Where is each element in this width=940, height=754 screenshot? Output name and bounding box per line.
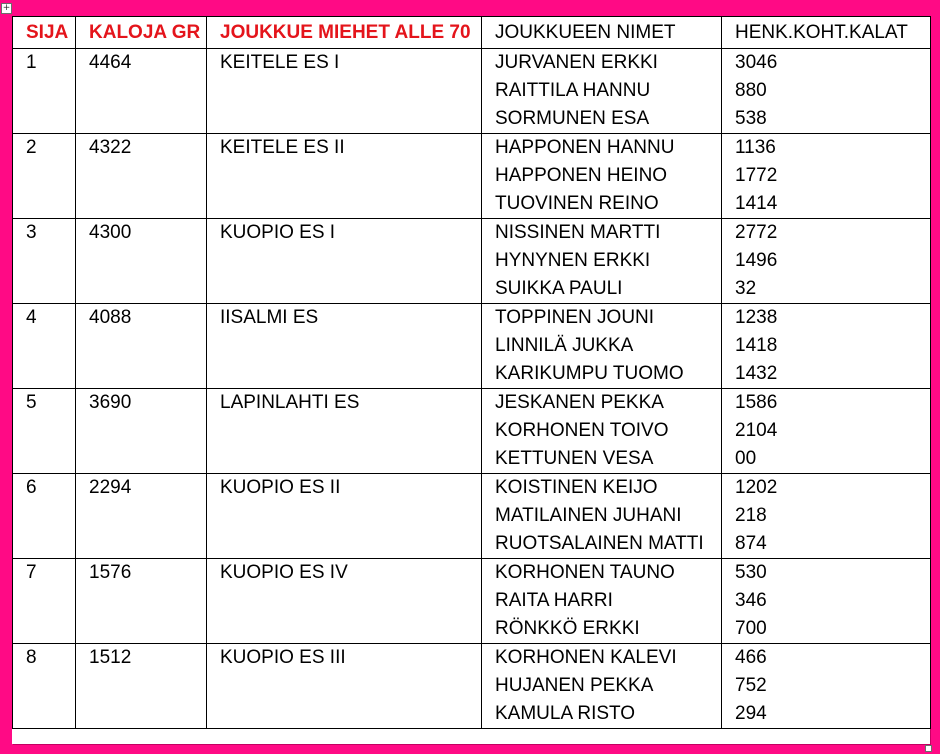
table-row (13, 417, 931, 445)
cell-member-name: HAPPONEN HANNU (482, 134, 722, 163)
cell-rank (13, 275, 76, 304)
cell-member-name: HUJANEN PEKKA (482, 672, 722, 700)
cell-team (207, 530, 482, 559)
cell-member-fish: 2772 (722, 219, 931, 248)
table-row (13, 190, 931, 219)
cell-member-name: SUIKKA PAULI (482, 275, 722, 304)
cell-member-fish: 700 (722, 615, 931, 644)
cell-rank (13, 502, 76, 530)
cell-member-fish: 1414 (722, 190, 931, 219)
cell-grams (76, 275, 207, 304)
cell-member-name: TOPPINEN JOUNI (482, 304, 722, 333)
cell-grams: 2294 (76, 474, 207, 503)
cell-rank (13, 672, 76, 700)
table-resize-handle-icon[interactable] (925, 745, 932, 752)
cell-team (207, 332, 482, 360)
cell-member-fish: 218 (722, 502, 931, 530)
cell-team (207, 615, 482, 644)
cell-team (207, 360, 482, 389)
cell-rank: 4 (13, 304, 76, 333)
table-row (13, 530, 931, 559)
cell-rank (13, 700, 76, 729)
table-row (13, 275, 931, 304)
cell-team (207, 105, 482, 134)
cell-rank (13, 190, 76, 219)
cell-team (207, 77, 482, 105)
cell-member-name: SORMUNEN ESA (482, 105, 722, 134)
cell-grams: 4088 (76, 304, 207, 333)
cell-rank: 8 (13, 644, 76, 673)
cell-member-name: KORHONEN KALEVI (482, 644, 722, 673)
cell-member-name: KOISTINEN KEIJO (482, 474, 722, 503)
table-row (13, 105, 931, 134)
cell-team (207, 190, 482, 219)
cell-member-name: KAMULA RISTO (482, 700, 722, 729)
cell-rank: 3 (13, 219, 76, 248)
header-grams: KALOJA GR (76, 17, 207, 49)
cell-member-name: KORHONEN TAUNO (482, 559, 722, 588)
table-row (13, 304, 931, 333)
cell-rank (13, 332, 76, 360)
cell-member-name: JESKANEN PEKKA (482, 389, 722, 418)
table-row (13, 474, 931, 503)
cell-grams (76, 332, 207, 360)
table-row (13, 389, 931, 418)
cell-member-name: MATILAINEN JUHANI (482, 502, 722, 530)
cell-member-fish: 3046 (722, 49, 931, 78)
cell-grams (76, 672, 207, 700)
cell-grams: 3690 (76, 389, 207, 418)
cell-rank (13, 247, 76, 275)
table-row (13, 49, 931, 78)
table-row (13, 134, 931, 163)
cell-member-fish: 294 (722, 700, 931, 729)
cell-member-fish: 00 (722, 445, 931, 474)
cell-team (207, 417, 482, 445)
cell-member-fish: 752 (722, 672, 931, 700)
cell-rank (13, 360, 76, 389)
table-row (13, 162, 931, 190)
cell-team (207, 700, 482, 729)
cell-team (207, 275, 482, 304)
cell-rank: 5 (13, 389, 76, 418)
cell-member-name: TUOVINEN REINO (482, 190, 722, 219)
cell-rank (13, 105, 76, 134)
cell-rank: 2 (13, 134, 76, 163)
cell-member-fish: 346 (722, 587, 931, 615)
cell-member-name: KARIKUMPU TUOMO (482, 360, 722, 389)
cell-rank: 6 (13, 474, 76, 503)
table-row (13, 247, 931, 275)
table-row (13, 332, 931, 360)
header-member-names: JOUKKUEEN NIMET (482, 17, 722, 49)
cell-member-fish: 538 (722, 105, 931, 134)
cell-member-fish: 874 (722, 530, 931, 559)
cell-team: IISALMI ES (207, 304, 482, 333)
cell-rank (13, 417, 76, 445)
table-row (13, 502, 931, 530)
cell-team: KEITELE ES I (207, 49, 482, 78)
cell-member-name: HYNYNEN ERKKI (482, 247, 722, 275)
cell-team (207, 502, 482, 530)
cell-member-fish: 1432 (722, 360, 931, 389)
cell-team: KEITELE ES II (207, 134, 482, 163)
table-row (13, 559, 931, 588)
results-body (13, 49, 931, 729)
cell-grams (76, 530, 207, 559)
cell-grams: 4322 (76, 134, 207, 163)
cell-member-fish: 1202 (722, 474, 931, 503)
cell-member-name: RÖNKKÖ ERKKI (482, 615, 722, 644)
cell-team: KUOPIO ES IV (207, 559, 482, 588)
cell-rank: 7 (13, 559, 76, 588)
cell-rank: 1 (13, 49, 76, 78)
cell-grams (76, 360, 207, 389)
cell-member-fish: 880 (722, 77, 931, 105)
cell-member-fish: 1772 (722, 162, 931, 190)
cell-member-fish: 1136 (722, 134, 931, 163)
cell-member-fish: 2104 (722, 417, 931, 445)
cell-member-name: NISSINEN MARTTI (482, 219, 722, 248)
table-row (13, 77, 931, 105)
cell-team: KUOPIO ES II (207, 474, 482, 503)
cell-grams (76, 105, 207, 134)
table-row (13, 219, 931, 248)
table-row (13, 445, 931, 474)
table-move-handle-icon[interactable]: + (2, 3, 11, 13)
cell-grams (76, 417, 207, 445)
cell-grams (76, 502, 207, 530)
cell-grams (76, 247, 207, 275)
table-row (13, 360, 931, 389)
cell-member-name: JURVANEN ERKKI (482, 49, 722, 78)
cell-team (207, 162, 482, 190)
cell-grams (76, 615, 207, 644)
cell-rank (13, 615, 76, 644)
cell-member-fish: 530 (722, 559, 931, 588)
header-individual-fish: HENK.KOHT.KALAT (722, 17, 931, 49)
cell-member-fish: 32 (722, 275, 931, 304)
table-row (13, 615, 931, 644)
cell-member-name: RAITTILA HANNU (482, 77, 722, 105)
cell-grams (76, 700, 207, 729)
cell-grams: 4464 (76, 49, 207, 78)
cell-team (207, 445, 482, 474)
results-sheet (12, 16, 930, 744)
cell-member-name: LINNILÄ JUKKA (482, 332, 722, 360)
cell-rank (13, 587, 76, 615)
cell-grams (76, 77, 207, 105)
table-row (13, 644, 931, 673)
cell-rank (13, 445, 76, 474)
cell-member-name: KETTUNEN VESA (482, 445, 722, 474)
cell-member-fish: 1418 (722, 332, 931, 360)
cell-grams (76, 162, 207, 190)
cell-team (207, 672, 482, 700)
cell-team: KUOPIO ES I (207, 219, 482, 248)
cell-team: LAPINLAHTI ES (207, 389, 482, 418)
cell-member-fish: 1238 (722, 304, 931, 333)
cell-grams: 1576 (76, 559, 207, 588)
table-header-row (13, 17, 931, 49)
header-team: JOUKKUE MIEHET ALLE 70 (207, 17, 482, 49)
cell-team (207, 247, 482, 275)
cell-grams (76, 587, 207, 615)
cell-grams (76, 190, 207, 219)
cell-member-name: RAITA HARRI (482, 587, 722, 615)
cell-rank (13, 530, 76, 559)
table-row (13, 700, 931, 729)
cell-member-name: HAPPONEN HEINO (482, 162, 722, 190)
cell-grams: 4300 (76, 219, 207, 248)
table-row (13, 587, 931, 615)
table-row (13, 672, 931, 700)
cell-rank (13, 162, 76, 190)
cell-team: KUOPIO ES III (207, 644, 482, 673)
cell-member-fish: 466 (722, 644, 931, 673)
cell-rank (13, 77, 76, 105)
cell-member-name: KORHONEN TOIVO (482, 417, 722, 445)
results-table (12, 16, 931, 729)
cell-team (207, 587, 482, 615)
header-rank: SIJA (13, 17, 76, 49)
cell-grams (76, 445, 207, 474)
cell-member-name: RUOTSALAINEN MATTI (482, 530, 722, 559)
cell-grams: 1512 (76, 644, 207, 673)
cell-member-fish: 1586 (722, 389, 931, 418)
cell-member-fish: 1496 (722, 247, 931, 275)
